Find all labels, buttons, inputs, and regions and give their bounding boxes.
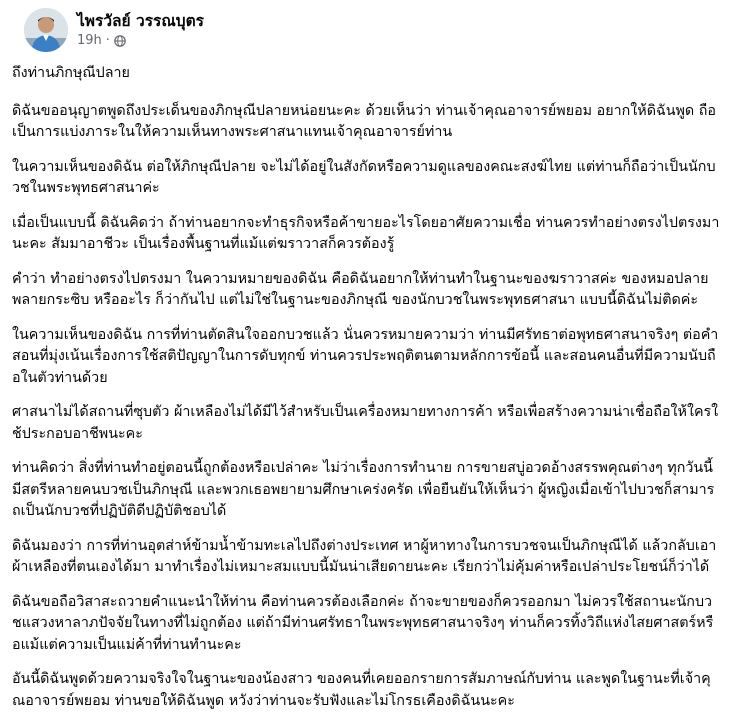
meta-separator: · [105, 33, 110, 48]
author-avatar[interactable] [24, 8, 68, 52]
post-paragraph: เมื่อเป็นแบบนี้ ดิฉันคิดว่า ถ้าท่านอยากจะทำธุรกิจหรือค้าขายอะไรโดยอาศัยความเชื่อ ท่านควรทำอย่างตรงไปตรงมานะคะ สัมมาอาชีวะ เป็นเรื่องพื้นฐานที่แม้แต่ฆราวาสก็ควรต้องรู้ [12, 214, 720, 252]
post-meta [77, 33, 126, 48]
post-paragraph: ในความเห็นของดิฉัน ต่อให้ภิกษุณีปลาย จะไม่ได้อยู่ในสังกัดหรือความดูแลของคณะสงฆ์ไทย แต่ท่านก็ถือว่าเป็นนักบวชในพระพุทธศาสนาค่ะ [12, 158, 716, 196]
post-header [12, 0, 723, 58]
post-paragraph: ดิฉันมองว่า การที่ท่านอุตส่าห์ข้ามน้ำข้ามทะเลไปถึงต่างประเทศ หาผู้หาทางในการบวชจนเป็นภิกษุณีได้ แล้วกลับเอาผ้าเหลืองที่ตนเองได้มา มาทำเรื่องไม่เหมาะสมแบบนี้มันน่าเสียดายนะคะ เรียกว่าไม่คุ้มค่าหรือเปล่าประโยชน์ก็ว่าได้ [12, 537, 717, 575]
post-paragraph: คำว่า ทำอย่างตรงไปตรงมา ในความหมายของดิฉัน คือดิฉันอยากให้ท่านทำในฐานะของฆราวาสค่ะ ของหมอปลาย พลายกระซิบ หรืออะไร ก็ว่ากันไป แต่ไม่ใช่ในฐานะของภิกษุณี ของนักบวชในพระพุทธศาสนา แบบนี้ดิฉันไม่ติดค่ะ [12, 270, 709, 308]
post-paragraph: ดิฉันขอถือวิสาสะถวายคำแนะนำให้ท่าน คือท่านควรต้องเลือกค่ะ ถ้าจะขายของก็ควรออกมา ไม่ควรใช้สถานะนักบวชแสวงหาลาภปัจจัยในทางที่ไม่ถูกต้อง แต่ถ้ามีท่านศรัทธาในพระพุทธศาสนาจริงๆ ท่านก็ควรทิ้งวิถีแห่งไสยศาสตร์หรือแม้แต่ความเป็นแม่ค้าที่ท่านทำนะคะ [12, 593, 714, 653]
post-body [12, 58, 723, 712]
globe-icon[interactable] [114, 35, 126, 47]
post-paragraph: ศาสนาไม่ได้สถานที่ซุบตัว ผ้าเหลืองไม่ได้มีไว้สำหรับเป็นเครื่องหมายทางการค้า หรือเพื่อสร้างความน่าเชื่อถือให้ใครใช้ประกอบอาชีพนะคะ [12, 404, 719, 442]
post-paragraph: ในความเห็นของดิฉัน การที่ท่านตัดสินใจออกบวชแล้ว นั่นควรหมายความว่า ท่านมีศรัทธาต่อพุทธศาสนาจริงๆ ต่อคำสอนที่มุ่งเน้นเรื่องการใช้สติปัญญาในการดับทุกข์ ท่านควรประพฤติตนตามหลักการข้อนี้ และสอนคนอื่นที่มีความนับถือในตัวท่านด้วย [12, 326, 719, 386]
post-paragraph: ดิฉันขออนุญาตพูดถึงประเด็นของภิกษุณีปลายหน่อยนะคะ ด้วยเห็นว่า ท่านเจ้าคุณอาจารย์พยอม อยากให้ดิฉันพูด ถือเป็นการแบ่งภาระในให้ความเห็นทางพระศาสนาแทนเจ้าคุณอาจารย์ท่าน [12, 102, 716, 140]
profile-photo [24, 8, 68, 52]
author-name[interactable]: ไพรวัลย์ วรรณบุตร [77, 12, 204, 30]
post-timestamp[interactable]: 19h [77, 33, 102, 48]
post-paragraph: ถึงท่านภิกษุณีปลาย [12, 65, 130, 81]
post-paragraph: อันนี้ดิฉันพูดด้วยความจริงใจในฐานะของน้องสาว ของคนที่เคยออกรายการสัมภาษณ์กับท่าน และพูดในฐานะที่เจ้าคุณอาจารย์พยอม ท่านขอให้ดิฉันพูด หวังว่าท่านจะรับฟังและไม่โกรธเคืองดิฉันนะคะ [12, 671, 711, 709]
post-paragraph: ท่านคิดว่า สิ่งที่ท่านทำอยู่ตอนนี้ถูกต้องหรือเปล่าคะ ไม่ว่าเรื่องการทำนาย การขายสบู่อวดอ้างสรรพคุณต่างๆ ทุกวันนี้ มีสตรีหลายคนบวชเป็นภิกษุณี และพวกเธอพยายามศึกษาเคร่งครัด เพื่อยืนยันให้เห็นว่า ผู้หญิงเมื่อเข้าไปบวชก็สามารถเป็นนักบวชที่ปฏิบัติดีปฏิบัติชอบได้ [12, 460, 715, 519]
